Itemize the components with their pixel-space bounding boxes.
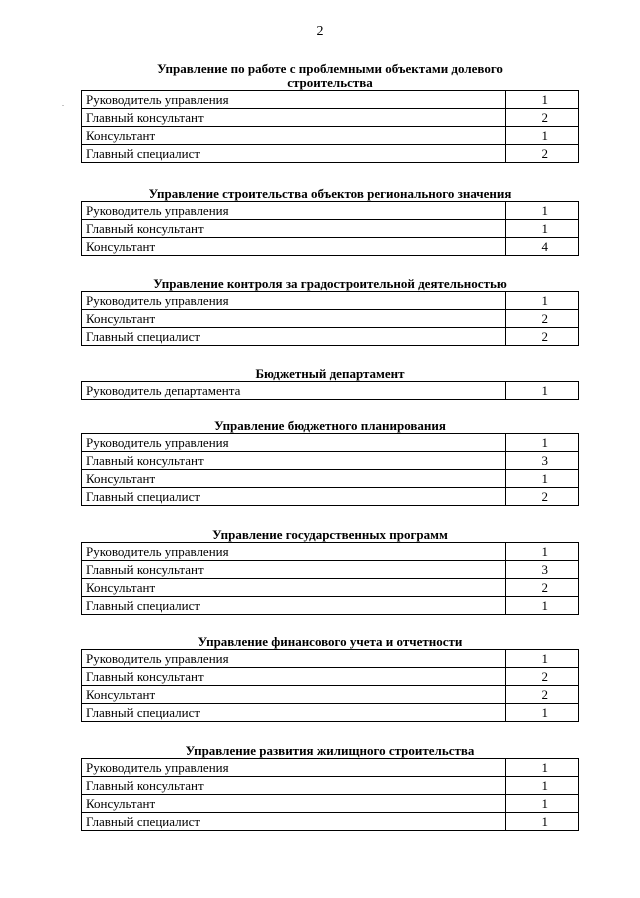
position-cell: Главный консультант [82,220,506,238]
section-title: Управление строительства объектов регионального значения [148,186,512,201]
position-cell: Главный специалист [82,813,506,831]
staff-table [81,433,579,506]
table-row [82,813,579,831]
position-cell: Главный консультант [82,777,506,795]
table-row [82,452,579,470]
table-row [82,543,579,561]
count-cell: 1 [506,470,579,488]
table-row [82,470,579,488]
section-title: Управление бюджетного планирования [214,418,446,433]
section-title: Управление финансового учета и отчетности [197,634,463,649]
count-cell: 2 [506,328,579,346]
position-cell: Главный консультант [82,561,506,579]
count-cell: 1 [506,382,579,400]
count-cell: 4 [506,238,579,256]
position-cell: Главный консультант [82,109,506,127]
table-row [82,127,579,145]
table-row [82,650,579,668]
table-row [82,668,579,686]
count-cell: 1 [506,543,579,561]
section-title: Бюджетный департамент [255,366,405,381]
section-state-programs [81,529,579,615]
table-row [82,561,579,579]
count-cell: 1 [506,759,579,777]
staff-table [81,649,579,722]
count-cell: 2 [506,310,579,328]
section-urban-control [81,278,579,346]
table-row [82,145,579,163]
staff-table [81,542,579,615]
count-cell: 2 [506,488,579,506]
page-number: 2 [316,24,324,39]
count-cell: 1 [506,813,579,831]
section-budget-department [81,368,579,400]
position-cell: Консультант [82,686,506,704]
count-cell: 2 [506,145,579,163]
section-financial-accounting [81,636,579,722]
table-row [82,579,579,597]
table-row [82,328,579,346]
count-cell: 1 [506,127,579,145]
position-cell: Руководитель управления [82,202,506,220]
table-row [82,434,579,452]
position-cell: Руководитель управления [82,292,506,310]
position-cell: Главный специалист [82,328,506,346]
section-budget-planning [81,420,579,506]
position-cell: Консультант [82,127,506,145]
count-cell: 1 [506,777,579,795]
position-cell: Главный консультант [82,452,506,470]
count-cell: 1 [506,650,579,668]
position-cell: Руководитель управления [82,91,506,109]
table-row [82,238,579,256]
staff-table [81,758,579,831]
position-cell: Консультант [82,795,506,813]
staff-table [81,201,579,256]
count-cell: 1 [506,292,579,310]
count-cell: 1 [506,220,579,238]
table-row [82,109,579,127]
section-title-line: Управление по работе с проблемными объектами долевого [157,61,503,76]
section-title-line: строительства [287,75,373,90]
scan-mark: . [62,99,64,108]
section-title [81,63,579,89]
count-cell: 1 [506,704,579,722]
position-cell: Консультант [82,310,506,328]
position-cell: Главный специалист [82,145,506,163]
count-cell: 2 [506,109,579,127]
position-cell: Руководитель управления [82,759,506,777]
count-cell: 1 [506,202,579,220]
table-row [82,91,579,109]
table-row [82,686,579,704]
count-cell: 2 [506,686,579,704]
staff-table [81,291,579,346]
staff-table [81,381,579,400]
position-cell: Руководитель управления [82,434,506,452]
section-regional-construction [81,188,579,256]
position-cell: Главный специалист [82,597,506,615]
table-row [82,382,579,400]
table-row [82,202,579,220]
position-cell: Главный специалист [82,704,506,722]
table-row [82,292,579,310]
section-problem-objects [81,63,579,163]
position-cell: Главный специалист [82,488,506,506]
count-cell: 1 [506,434,579,452]
count-cell: 2 [506,668,579,686]
table-row [82,488,579,506]
position-cell: Консультант [82,238,506,256]
section-title: Управление государственных программ [212,527,448,542]
count-cell: 3 [506,452,579,470]
table-row [82,759,579,777]
position-cell: Руководитель департамента [82,382,506,400]
table-row [82,310,579,328]
table-row [82,220,579,238]
position-cell: Руководитель управления [82,650,506,668]
position-cell: Консультант [82,470,506,488]
count-cell: 2 [506,579,579,597]
count-cell: 1 [506,597,579,615]
table-row [82,704,579,722]
section-title: Управление контроля за градостроительной деятельностью [153,276,507,291]
staff-table [81,90,579,163]
table-row [82,777,579,795]
table-row [82,597,579,615]
count-cell: 1 [506,91,579,109]
table-row [82,795,579,813]
section-title: Управление развития жилищного строительства [185,743,475,758]
section-housing-development [81,745,579,831]
count-cell: 3 [506,561,579,579]
position-cell: Консультант [82,579,506,597]
position-cell: Главный консультант [82,668,506,686]
position-cell: Руководитель управления [82,543,506,561]
count-cell: 1 [506,795,579,813]
